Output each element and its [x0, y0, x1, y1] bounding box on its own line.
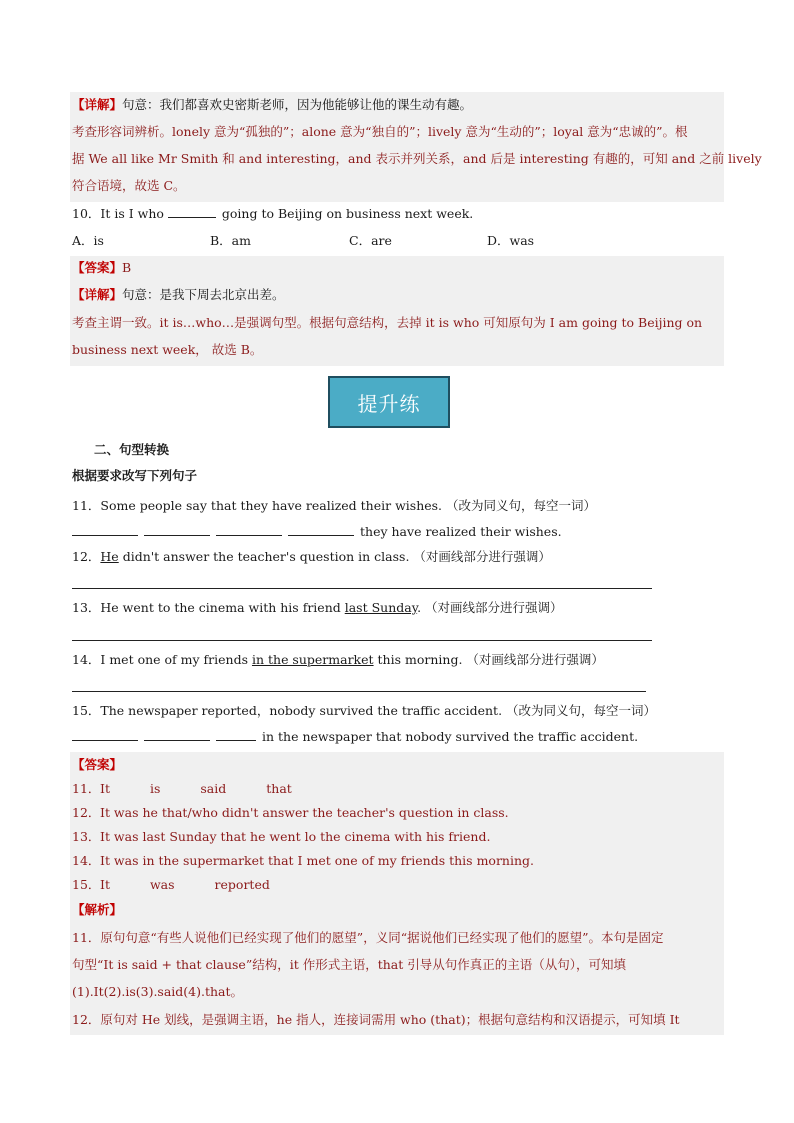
q10-meaning: 句意：是我下周去北京出差。	[122, 287, 285, 302]
answers-label: 【答案】	[72, 757, 123, 772]
q10-option-d: D．was	[487, 233, 535, 248]
q10-answer	[72, 259, 131, 277]
detail-label: 【详解】	[72, 287, 123, 302]
analysis-line-2: 句型“It is said + that clause”结构，it 作形式主语，that 引导从句作真正的主语（从句），可知填	[72, 957, 626, 972]
detail-label: 【详解】	[72, 97, 123, 112]
answer-word: It	[100, 781, 110, 796]
answer-13	[72, 828, 490, 846]
q14-underlined-part: in the supermarket	[251, 652, 374, 667]
q12-rest: didn't answer the teacher's question in class. （对画线部分进行强调）	[118, 549, 551, 564]
section-heading: 二、句型转换	[94, 442, 170, 457]
q12-stem	[72, 548, 551, 566]
q13-underlined-part: last Sunday	[344, 600, 418, 615]
answer-word: was	[149, 877, 175, 892]
q9-detail-header	[72, 96, 472, 114]
q13-pre: 13．He went to the cinema with his friend	[72, 600, 345, 615]
answer-number: 11．	[72, 781, 101, 796]
q11-blank-4[interactable]	[288, 523, 354, 536]
analysis-line-1: 11．原句句意“有些人说他们已经实现了他们的愿望”，义同“据说他们已经实现了他们的愿望”。本句是固定	[72, 930, 664, 945]
q10-option-c: C．are	[349, 233, 392, 248]
q15-stem: 15．The newspaper reported，nobody survived the traffic accident. （改为同义句，每空一词）	[72, 703, 657, 718]
q15-blank-1[interactable]	[72, 728, 138, 741]
q11-blank-2[interactable]	[144, 523, 210, 536]
answer-text: It was he that/who didn't answer the teacher's question in class.	[100, 805, 509, 820]
answer-number: 15．	[72, 877, 101, 892]
q10-answer-value: B	[122, 260, 132, 275]
answer-number: 13．	[72, 829, 101, 844]
answer-text: It was in the supermarket that I met one of my friends this morning.	[100, 853, 534, 868]
q10-stem-end: going to Beijing on business next week.	[221, 206, 474, 221]
q13-answer-line[interactable]	[72, 640, 652, 641]
q10-option-b: B．am	[210, 233, 251, 248]
answer-word: It	[100, 877, 110, 892]
q10-blank[interactable]	[168, 205, 216, 218]
q15-blank-2[interactable]	[144, 728, 210, 741]
q10-stem-start: 10．It is I who	[72, 206, 164, 221]
q14-answer-line[interactable]	[72, 691, 646, 692]
q9-meaning: 句意：我们都喜欢史密斯老师，因为他能够让他的课生动有趣。	[122, 97, 473, 112]
q9-explanation-line-1: 考查形容词辨析。lonely 意为“孤独的”；alone 意为“独自的”；lively 意为“生动的”；loyal 意为“忠诚的”。根	[72, 124, 688, 139]
answer-text: It was last Sunday that he went lo the cinema with his friend.	[100, 829, 491, 844]
q13-stem	[72, 599, 563, 617]
answer-12	[72, 804, 509, 822]
answer-label: 【答案】	[72, 260, 123, 275]
q11-blank-1[interactable]	[72, 523, 138, 536]
q10-explanation-line-2: business next week， 故选 B。	[72, 342, 263, 357]
answer-14	[72, 852, 534, 870]
q11-tail: they have realized their wishes.	[360, 524, 562, 539]
q10-detail-header	[72, 286, 285, 304]
answer-word: reported	[214, 877, 270, 892]
q13-post: . （对画线部分进行强调）	[417, 600, 563, 615]
q9-explanation-line-3: 符合语境，故选 C。	[72, 178, 186, 193]
q12-number: 12．	[72, 549, 101, 564]
q11-stem: 11．Some people say that they have realized their wishes. （改为同义句，每空一词）	[72, 498, 596, 513]
answer-word: said	[200, 781, 227, 796]
q10-explanation-line-1: 考查主谓一致。it is…who…是强调句型。根据句意结构，去掉 it is who 可知原句为 I am going to Beijing on	[72, 315, 703, 330]
q14-post: this morning. （对画线部分进行强调）	[373, 652, 604, 667]
q14-stem	[72, 651, 604, 669]
answer-15	[72, 876, 270, 894]
q11-answer-line	[72, 523, 562, 541]
analysis-line-4: 12．原句对 He 划线，是强调主语，he 指人，连接词需用 who (that)；根据句意结构和汉语提示，可知填 It	[72, 1012, 680, 1027]
q15-tail: in the newspaper that nobody survived the traffic accident.	[262, 729, 639, 744]
answer-11	[72, 780, 292, 798]
q10-option-a: A．is	[72, 233, 104, 248]
q15-answer-line	[72, 728, 638, 746]
analysis-line-3: (1).It(2).is(3).said(4).that。	[72, 984, 244, 999]
analysis-label: 【解析】	[72, 902, 123, 917]
q15-blank-3[interactable]	[216, 728, 256, 741]
section-instruction: 根据要求改写下列句子	[72, 468, 198, 483]
q11-blank-3[interactable]	[216, 523, 282, 536]
q14-pre: 14．I met one of my friends	[72, 652, 252, 667]
q10-stem	[72, 205, 473, 223]
q12-answer-line[interactable]	[72, 588, 652, 589]
q9-explanation-line-2: 据 We all like Mr Smith 和 and interesting，and 表示并列关系，and 后是 interesting 有趣的，可知 and 之前 lively	[72, 151, 762, 166]
q12-underlined-part: He	[100, 549, 119, 564]
answer-word: that	[266, 781, 292, 796]
answer-number: 12．	[72, 805, 101, 820]
section-banner: 提升练	[328, 376, 450, 428]
answer-word: is	[149, 781, 161, 796]
answer-number: 14．	[72, 853, 101, 868]
